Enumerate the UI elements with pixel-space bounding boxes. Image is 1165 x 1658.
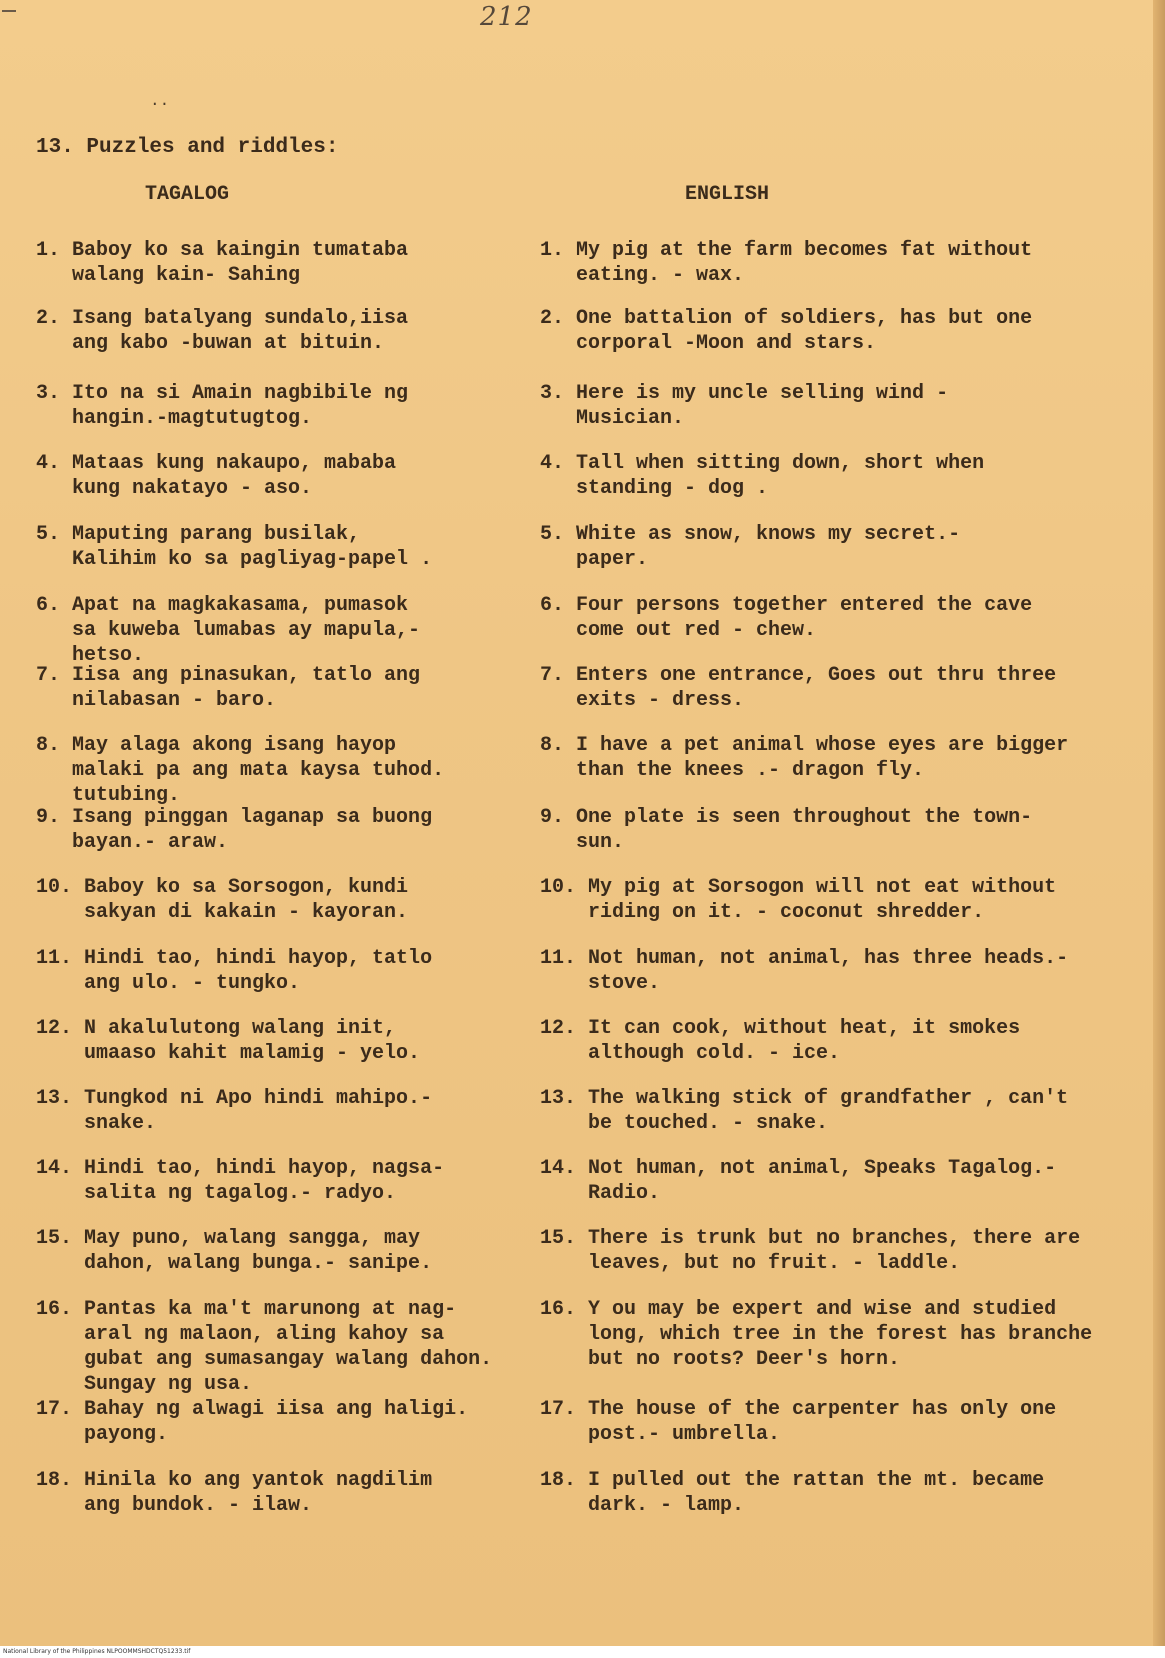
riddle-english: 6. Four persons together entered the cave come out red - chew. xyxy=(540,594,1033,642)
riddle-english: 2. One battalion of soldiers, has but one corporal -Moon and stars. xyxy=(540,307,1033,355)
page-edge xyxy=(1153,0,1165,1658)
riddle-tagalog: 8. May alaga akong isang hayop malaki pa ang mata kaysa tuhod. tutubing. xyxy=(36,734,445,807)
riddle-tagalog: 4. Mataas kung nakaupo, mababa kung nakatayo - aso. xyxy=(36,452,397,500)
riddle-english: 18. I pulled out the rattan the mt. became dark. - lamp. xyxy=(540,1469,1045,1517)
page-number: 212 xyxy=(480,2,533,32)
riddle-english: 4. Tall when sitting down, short when standing - dog . xyxy=(540,452,985,500)
riddle-tagalog: 9. Isang pinggan laganap sa buong bayan.- araw. xyxy=(36,806,433,854)
riddle-english: 16. Y ou may be expert and wise and studied long, which tree in the forest has branche but no roots? Deer's horn. xyxy=(540,1298,1093,1371)
riddle-tagalog: 14. Hindi tao, hindi hayop, nagsa- salita ng tagalog.- radyo. xyxy=(36,1157,445,1205)
riddle-tagalog: 16. Pantas ka ma't marunong at nag- aral ng malaon, aling kahoy sa gubat ang sumasangay walang dahon. Sungay ng usa. xyxy=(36,1298,493,1396)
riddle-tagalog: 13. Tungkod ni Apo hindi mahipo.- snake. xyxy=(36,1087,433,1135)
riddle-english: 14. Not human, not animal, Speaks Tagalog.- Radio. xyxy=(540,1157,1057,1205)
riddle-english: 1. My pig at the farm becomes fat without eating. - wax. xyxy=(540,239,1033,287)
tagalog-column-heading: TAGALOG xyxy=(145,183,230,206)
riddle-tagalog: 1. Baboy ko sa kaingin tumataba walang kain- Sahing xyxy=(36,239,409,287)
riddle-tagalog: 3. Ito na si Amain nagbibile ng hangin.-magtutugtog. xyxy=(36,382,409,430)
riddle-tagalog: 12. N akalulutong walang init, umaaso kahit malamig - yelo. xyxy=(36,1017,421,1065)
riddle-tagalog: 17. Bahay ng alwagi iisa ang haligi. payong. xyxy=(36,1398,469,1446)
riddle-tagalog: 6. Apat na magkakasama, pumasok sa kuweba lumabas ay mapula,- hetso. xyxy=(36,594,421,667)
riddle-tagalog: 2. Isang batalyang sundalo,iisa ang kabo -buwan at bituin. xyxy=(36,307,409,355)
riddle-tagalog: 18. Hinila ko ang yantok nagdilim ang bundok. - ilaw. xyxy=(36,1469,433,1517)
riddle-english: 7. Enters one entrance, Goes out thru three exits - dress. xyxy=(540,664,1057,712)
riddle-english: 15. There is trunk but no branches, there are leaves, but no fruit. - laddle. xyxy=(540,1227,1081,1275)
riddle-english: 9. One plate is seen throughout the town- sun. xyxy=(540,806,1033,854)
riddle-tagalog: 10. Baboy ko sa Sorsogon, kundi sakyan di kakain - kayoran. xyxy=(36,876,409,924)
section-heading: 13. Puzzles and riddles: xyxy=(36,136,339,159)
riddle-english: 5. White as snow, knows my secret.- paper. xyxy=(540,523,961,571)
riddle-tagalog: 5. Maputing parang busilak, Kalihim ko sa pagliyag-papel . xyxy=(36,523,433,571)
riddle-english: 12. It can cook, without heat, it smokes although cold. - ice. xyxy=(540,1017,1021,1065)
riddle-english: 13. The walking stick of grandfather , can't be touched. - snake. xyxy=(540,1087,1069,1135)
riddle-english: 11. Not human, not animal, has three heads.- stove. xyxy=(540,947,1069,995)
riddle-english: 17. The house of the carpenter has only one post.- umbrella. xyxy=(540,1398,1057,1446)
margin-mark xyxy=(2,10,16,12)
riddle-tagalog: 11. Hindi tao, hindi hayop, tatlo ang ulo. - tungko. xyxy=(36,947,433,995)
scan-footer: National Library of the Philippines NLPOOMMSHDCTQ51233.tif xyxy=(0,1646,1165,1658)
english-column-heading: ENGLISH xyxy=(685,183,770,206)
stray-dots: .. xyxy=(150,92,170,110)
riddle-tagalog: 7. Iisa ang pinasukan, tatlo ang nilabasan - baro. xyxy=(36,664,421,712)
riddle-english: 3. Here is my uncle selling wind - Musician. xyxy=(540,382,949,430)
riddle-tagalog: 15. May puno, walang sangga, may dahon, walang bunga.- sanipe. xyxy=(36,1227,433,1275)
riddle-english: 8. I have a pet animal whose eyes are bigger than the knees .- dragon fly. xyxy=(540,734,1069,782)
riddle-english: 10. My pig at Sorsogon will not eat without riding on it. - coconut shredder. xyxy=(540,876,1057,924)
